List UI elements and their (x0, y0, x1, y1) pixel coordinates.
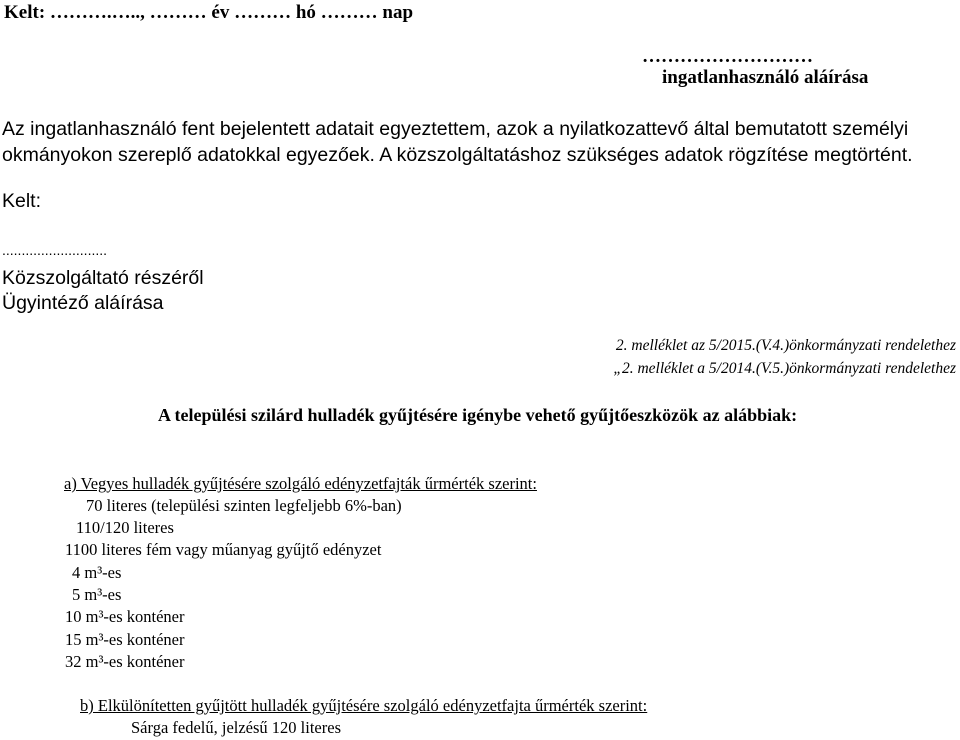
provider-date-label: Kelt: (2, 190, 42, 212)
confirmation-line-2: okmányokon szereplő adatokkal egyezőek. A közszolgáltatáshoz szükséges adatok rögzítése megtörtént. (2, 144, 913, 166)
section-a-heading: a) Vegyes hulladék gyűjtésére szolgáló edényzetfajták űrmérték szerint: (64, 474, 537, 493)
section-a-item: 70 literes (települési szinten legfeljebb 6%-ban) (86, 496, 402, 515)
section-a-item: 32 m³-es konténer (65, 652, 185, 671)
section-a-item: 4 m³-es (72, 563, 122, 582)
section-a-item: 1100 literes fém vagy műanyag gyűjtő edényzet (65, 540, 382, 559)
section-a-item: 110/120 literes (76, 518, 174, 537)
section-b-item: Sárga fedelű, jelzésű 120 literes (131, 718, 341, 737)
section-b-heading: b) Elkülönítetten gyűjtött hulladék gyűjtésére szolgáló edényzetfajta űrmérték szerint: (80, 696, 648, 715)
provider-line-1: Közszolgáltató részéről (2, 267, 204, 289)
section-a-item: 10 m³-es konténer (65, 607, 185, 626)
annex-reference-1: 2. melléklet az 5/2015.(V.4.)önkormányzati rendelethez (615, 337, 956, 354)
section-a-item: 5 m³-es (72, 585, 122, 604)
confirmation-line-1: Az ingatlanhasználó fent bejelentett adatait egyeztettem, azok a nyilatkozattevő által bemutatott személyi (2, 118, 909, 140)
section-a-item: 15 m³-es konténer (65, 630, 185, 649)
annex-reference-2: „2. melléklet a 5/2014.(V.5.)önkormányzati rendelethez (613, 360, 956, 377)
user-signature-dots: ……………………… (642, 46, 813, 67)
user-signature-label: ingatlanhasználó aláírása (662, 67, 869, 88)
main-title: A települési szilárd hulladék gyűjtésére igénybe vehető gyűjtőeszközök az alábbiak: (158, 405, 798, 425)
provider-line-2: Ügyintéző aláírása (2, 292, 164, 314)
provider-signature-dots: ........................... (2, 242, 108, 258)
date-line: Kelt: ……….….., ……… év ……… hó ……… nap (4, 2, 414, 23)
